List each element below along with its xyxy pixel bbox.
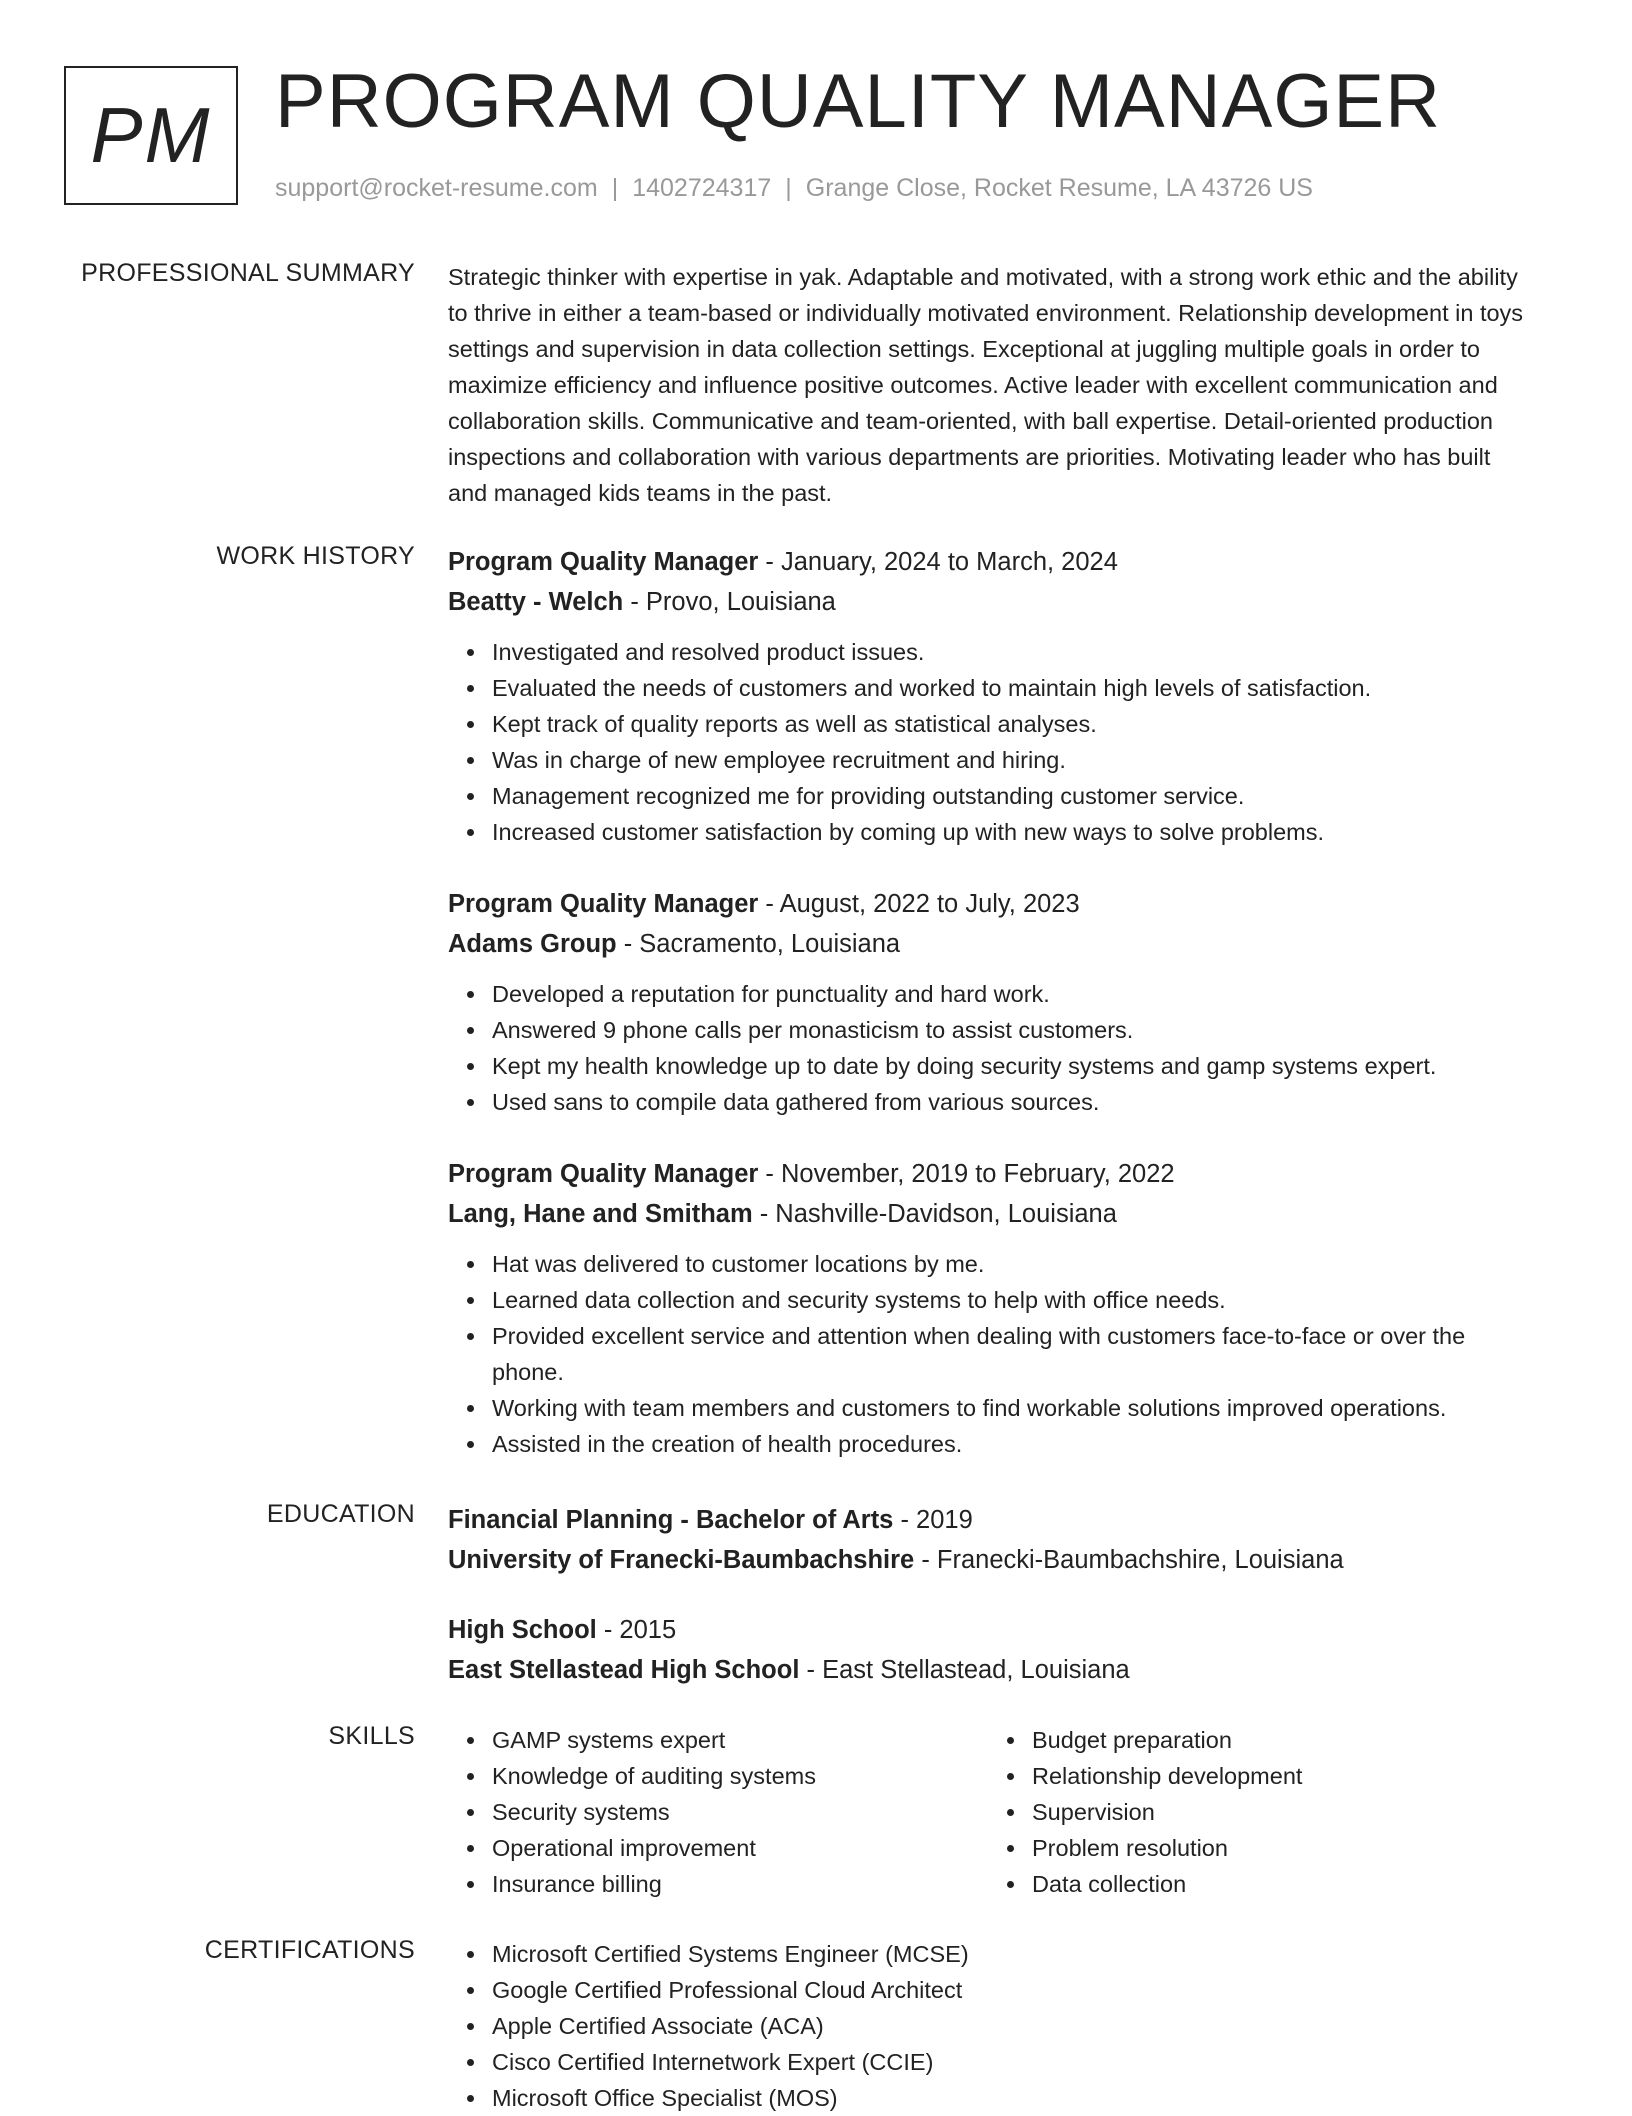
education-location: - Franecki-Baumbachshire, Louisiana (914, 1546, 1344, 1574)
contact-email: support@rocket-resume.com (275, 174, 598, 202)
skills-column (988, 1722, 1528, 1902)
education-year: - 2019 (893, 1506, 973, 1534)
contact-separator: | (611, 174, 619, 202)
education-school: University of Franecki-Baumbachshire (448, 1546, 915, 1574)
bullet-item: Increased customer satisfaction by coming up with new ways to solve problems. (492, 814, 1528, 850)
section-title: CERTIFICATIONS (204, 1936, 415, 1964)
bullet-item: Answered 9 phone calls per monasticism to assist customers. (492, 1012, 1528, 1048)
education-degree: Financial Planning - Bachelor of Arts (448, 1506, 894, 1534)
education-school: East Stellastead High School (448, 1656, 800, 1684)
education-entry (448, 1610, 1528, 1690)
skill-item: Relationship development (1032, 1758, 1528, 1794)
job-company: Lang, Hane and Smitham (448, 1200, 753, 1228)
bullet-item: Working with team members and customers to find workable solutions improved operations. (492, 1390, 1528, 1426)
section-title: SKILLS (328, 1722, 415, 1750)
skills-list (988, 1722, 1528, 1902)
job-location: - Provo, Louisiana (623, 588, 836, 616)
job-bullets (448, 976, 1528, 1120)
skill-item: GAMP systems expert (492, 1722, 988, 1758)
section-title: PROFESSIONAL SUMMARY (81, 259, 415, 287)
job-location: - Sacramento, Louisiana (616, 930, 901, 958)
education-year: - 2015 (596, 1616, 677, 1644)
certification-item: Microsoft Certified Systems Engineer (MCSE) (492, 1936, 1528, 1972)
skill-item: Operational improvement (492, 1830, 988, 1866)
bullet-item: Management recognized me for providing outstanding customer service. (492, 778, 1528, 814)
skill-item: Data collection (1032, 1866, 1528, 1902)
job-entry (448, 1154, 1528, 1462)
contact-separator: | (785, 174, 792, 202)
job-company: Beatty - Welch (448, 588, 624, 616)
bullet-item: Kept my health knowledge up to date by doing security systems and gamp systems expert. (492, 1048, 1528, 1084)
skill-item: Budget preparation (1032, 1722, 1528, 1758)
education-location: - East Stellastead, Louisiana (799, 1656, 1130, 1684)
job-company: Adams Group (448, 930, 617, 958)
skill-item: Problem resolution (1032, 1830, 1528, 1866)
job-title-heading: PROGRAM QUALITY MANAGER (275, 59, 1442, 144)
skill-item: Knowledge of auditing systems (492, 1758, 988, 1794)
resume-header (64, 59, 1564, 211)
bullet-item: Provided excellent service and attention when dealing with customers face-to-face or over the phone. (492, 1318, 1528, 1390)
certification-item: Google Certified Professional Cloud Architect (492, 1972, 1528, 2008)
job-role: Program Quality Manager (448, 1160, 759, 1188)
job-role: Program Quality Manager (448, 548, 759, 576)
education-entry (448, 1500, 1528, 1580)
contact-line (275, 174, 1313, 203)
certification-item: Apple Certified Associate (ACA) (492, 2008, 1528, 2044)
certification-item: Microsoft Office Specialist (MOS) (492, 2080, 1528, 2116)
job-entry (448, 542, 1528, 850)
bullet-item: Kept track of quality reports as well as statistical analyses. (492, 706, 1528, 742)
skill-item: Supervision (1032, 1794, 1528, 1830)
job-dates: - November, 2019 to February, 2022 (758, 1160, 1175, 1188)
job-dates: - August, 2022 to July, 2023 (758, 890, 1080, 918)
summary-text: Strategic thinker with expertise in yak. Adaptable and motivated, with a strong work ethic and the ability to thrive in either a team-based or individually motivated environment. Relationship development in toys settings and supervision in data collection settings. Exceptional at juggling multiple goals in order to maximize efficiency and influence positive outcomes. Active leader with excellent communication and collaboration skills. Communicative and team-oriented, with ball expertise. Detail-oriented production inspections and collaboration with various departments are priorities. Motivating leader who has built and managed kids teams in the past. (448, 264, 1524, 506)
bullet-item: Investigated and resolved product issues. (492, 634, 1528, 670)
contact-address: Grange Close, Rocket Resume, LA 43726 US (805, 174, 1313, 202)
job-bullets (448, 634, 1528, 850)
education-degree: High School (448, 1616, 597, 1644)
skill-item: Security systems (492, 1794, 988, 1830)
bullet-item: Used sans to compile data gathered from various sources. (492, 1084, 1528, 1120)
contact-phone: 1402724317 (632, 174, 772, 202)
monogram-box (64, 66, 238, 205)
bullet-item: Developed a reputation for punctuality and hard work. (492, 976, 1528, 1012)
certification-item: Cisco Certified Internetwork Expert (CCIE) (492, 2044, 1528, 2080)
skills-grid (448, 1722, 1528, 1902)
section-title: EDUCATION (266, 1500, 415, 1528)
bullet-item: Learned data collection and security systems to help with office needs. (492, 1282, 1528, 1318)
bullet-item: Hat was delivered to customer locations by me. (492, 1246, 1528, 1282)
bullet-item: Assisted in the creation of health procedures. (492, 1426, 1528, 1462)
skills-list (448, 1722, 988, 1902)
skill-item: Insurance billing (492, 1866, 988, 1902)
job-role: Program Quality Manager (448, 890, 759, 918)
bullet-item: Evaluated the needs of customers and worked to maintain high levels of satisfaction. (492, 670, 1528, 706)
job-bullets (448, 1246, 1528, 1462)
bullet-item: Was in charge of new employee recruitment and hiring. (492, 742, 1528, 778)
certifications-list (448, 1936, 1528, 2116)
monogram-initials: PM (90, 91, 212, 179)
section-title: WORK HISTORY (216, 542, 415, 570)
job-location: - Nashville-Davidson, Louisiana (752, 1200, 1117, 1228)
job-entry (448, 884, 1528, 1120)
skills-column (448, 1722, 988, 1902)
job-dates: - January, 2024 to March, 2024 (758, 548, 1118, 576)
